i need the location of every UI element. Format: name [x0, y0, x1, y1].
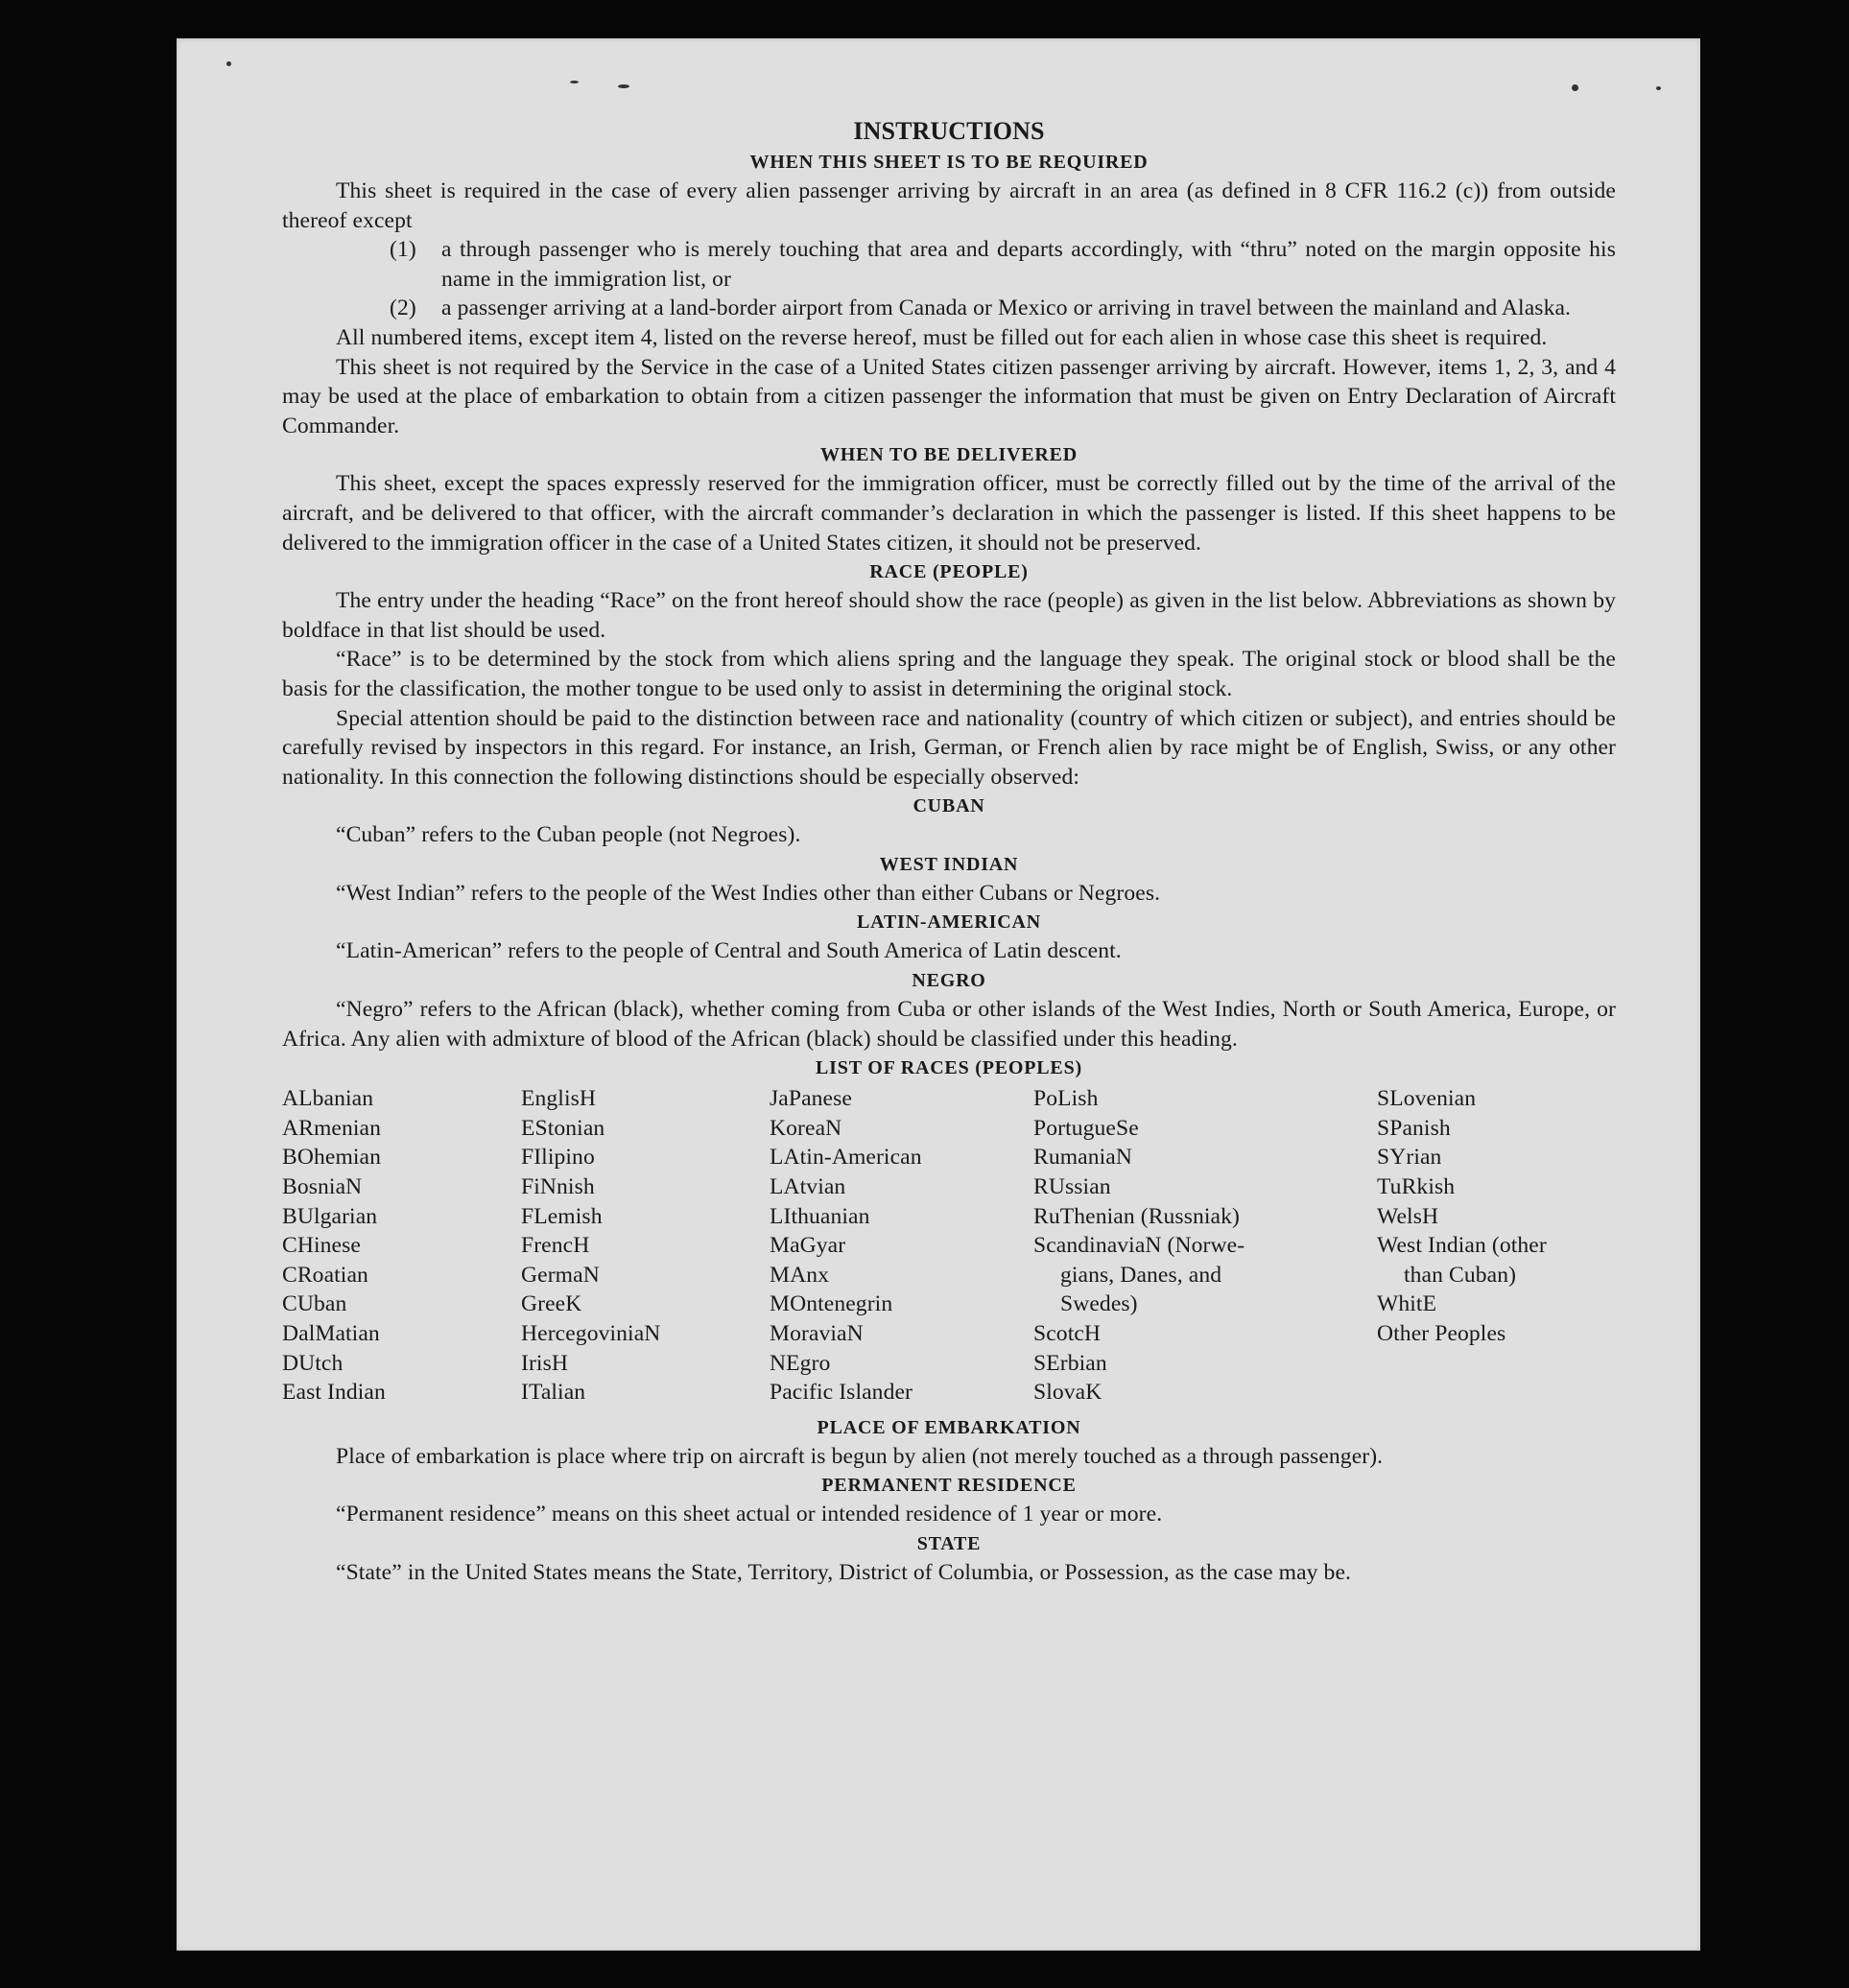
race-entry: DalMatian: [282, 1321, 380, 1346]
paragraph: This sheet, except the spaces expressly reserved for the immigration officer, must be correctly filled out by the time of the arrival of the aircraft, and be delivered to that officer, with the aircraft commander’s declaration in which the passenger is listed. If this sheet happens to be delivered to the immigration officer in the case of a United States citizen, it should not be preserved.: [282, 471, 1616, 556]
section-heading-when-delivered: WHEN TO BE DELIVERED: [819, 444, 1079, 466]
paragraph: “Cuban” refers to the Cuban people (not Negroes).: [336, 822, 801, 848]
section-heading-latin-american: LATIN-AMERICAN: [857, 911, 1041, 934]
instructions-content: [282, 115, 1616, 1588]
race-entry: PortugueSe: [1033, 1115, 1139, 1141]
race-entry: CUban: [282, 1291, 347, 1317]
race-entry: CRoatian: [282, 1262, 368, 1288]
race-entry: Swedes): [1060, 1291, 1138, 1317]
race-entry: SlovaK: [1033, 1380, 1102, 1406]
race-column: [770, 1084, 1033, 1408]
race-entry: TuRkish: [1377, 1174, 1456, 1200]
race-entry: MOntenegrin: [770, 1291, 893, 1317]
race-entry: than Cuban): [1404, 1262, 1517, 1288]
race-entry: GermaN: [521, 1262, 600, 1288]
race-column: [282, 1084, 521, 1408]
race-entry: CHinese: [282, 1233, 361, 1259]
paragraph: Place of embarkation is place where trip on aircraft is begun by alien (not merely touched as a through passenger).: [336, 1443, 1384, 1469]
race-entry: EnglisH: [521, 1086, 597, 1112]
race-entry: EStonian: [521, 1115, 605, 1141]
race-entry: IrisH: [521, 1350, 568, 1376]
race-entry: SLovenian: [1377, 1086, 1477, 1112]
race-entry: GreeK: [521, 1291, 582, 1317]
race-entry: FiNnish: [521, 1174, 595, 1200]
race-column: [521, 1084, 770, 1408]
race-entry: PoLish: [1033, 1086, 1099, 1112]
race-entry: DUtch: [282, 1350, 344, 1376]
race-entry: West Indian (other: [1377, 1233, 1547, 1259]
race-entry: FLemish: [521, 1203, 603, 1229]
paragraph: “Latin-American” refers to the people of Central and South America of Latin descent.: [336, 938, 1122, 964]
race-entry: LIthuanian: [770, 1203, 870, 1229]
race-entry: RuThenian (Russniak): [1033, 1203, 1240, 1229]
scan-speck: [226, 61, 231, 66]
race-entry: LAtin-American: [770, 1145, 922, 1171]
paragraph: “Permanent residence” means on this sheet actual or intended residence of 1 year or more.: [336, 1502, 1163, 1527]
race-entry: ScotcH: [1033, 1321, 1102, 1346]
scan-speck: [1572, 84, 1578, 91]
page-title: INSTRUCTIONS: [853, 117, 1045, 145]
list-item: [390, 235, 1616, 294]
race-entry: Other Peoples: [1377, 1321, 1506, 1346]
race-entry: SErbian: [1033, 1350, 1107, 1376]
race-entry: ARmenian: [282, 1115, 382, 1141]
race-entry: MoraviaN: [770, 1321, 864, 1346]
race-column: [1377, 1084, 1616, 1408]
race-entry: Pacific Islander: [770, 1380, 913, 1406]
paragraph: “Negro” refers to the African (black), whether coming from Cuba or other islands of the West Indies, North or South America, Europe, or Africa. Any alien with admixture of blood of the African (black) should be classified under this heading.: [282, 997, 1616, 1052]
item-number: (1): [390, 237, 416, 263]
paragraph: Special attention should be paid to the distinction between race and nationality (country of which citizen or subject), and entries should be carefully revised by inspectors in this regard. For instance, an Irish, German, or French alien by race might be of English, Swiss, or any other nationality. In this connection the following distinctions should be especially observed:: [282, 705, 1616, 790]
race-column: [1033, 1084, 1377, 1408]
section-heading-when-required: WHEN THIS SHEET IS TO BE REQUIRED: [749, 152, 1149, 173]
paragraph: This sheet is not required by the Service in the case of a United States citizen passenger arriving by aircraft. However, items 1, 2, 3, and 4 may be used at the place of embarkation to obtain from a citizen passenger the information that must be given on Entry Declaration of Aircraft Commander.: [282, 354, 1616, 438]
section-heading-place-of-embarkation: PLACE OF EMBARKATION: [817, 1416, 1081, 1438]
race-entry: LAtvian: [770, 1174, 846, 1200]
race-entry: NEgro: [770, 1350, 831, 1376]
paragraph: This sheet is required in the case of every alien passenger arriving by aircraft in an area (as defined in 8 CFR 116.2 (c)) from outside thereof except: [282, 178, 1616, 233]
race-entry: ITalian: [521, 1380, 586, 1406]
section-heading-permanent-residence: PERMANENT RESIDENCE: [821, 1475, 1077, 1497]
race-entry: ALbanian: [282, 1086, 374, 1112]
race-entry: BOhemian: [282, 1145, 382, 1171]
section-heading-state: STATE: [916, 1532, 982, 1554]
item-text: a through passenger who is merely touching that area and departs accordingly, with “thru” noted on the margin opposite his name in the immigration list, or: [441, 237, 1616, 292]
race-entry: FrencH: [521, 1233, 590, 1259]
race-entry: SYrian: [1377, 1145, 1442, 1171]
race-entry: gians, Danes, and: [1060, 1262, 1222, 1288]
race-entry: WhitE: [1377, 1291, 1437, 1317]
race-entry: KoreaN: [770, 1115, 842, 1141]
section-heading-west-indian: WEST INDIAN: [879, 853, 1019, 875]
item-number: (2): [390, 296, 416, 321]
scan-speck: [1656, 86, 1661, 90]
paragraph: “State” in the United States means the State, Territory, District of Columbia, or Possession, as the case may be.: [336, 1559, 1352, 1585]
race-entry: East Indian: [282, 1380, 386, 1406]
race-entry: JaPanese: [770, 1086, 852, 1112]
item-text: a passenger arriving at a land-border airport from Canada or Mexico or arriving in travel between the mainland and Alaska.: [441, 296, 1572, 321]
paragraph: “Race” is to be determined by the stock from which aliens spring and the language they speak. The original stock or blood shall be the basis for the classification, the mother tongue to be used only to assist in determining the original stock.: [282, 647, 1616, 701]
paragraph: The entry under the heading “Race” on the front hereof should show the race (people) as given in the list below. Abbreviations as shown by boldface in that list should be used.: [282, 588, 1616, 643]
race-entry: ScandinaviaN (Norwe-: [1033, 1233, 1245, 1259]
section-heading-cuban: CUBAN: [913, 795, 985, 817]
section-heading-list-of-races: LIST OF RACES (PEOPLES): [816, 1057, 1082, 1079]
race-list: [282, 1084, 1616, 1408]
race-entry: FIlipino: [521, 1145, 595, 1171]
race-entry: RUssian: [1033, 1174, 1111, 1200]
race-entry: MaGyar: [770, 1233, 846, 1259]
race-entry: RumaniaN: [1033, 1145, 1133, 1171]
document-page: [177, 38, 1700, 1951]
race-entry: BosniaN: [282, 1174, 363, 1200]
paragraph: “West Indian” refers to the people of the West Indies other than either Cubans or Negroes.: [336, 880, 1161, 906]
section-heading-race: RACE (PEOPLE): [869, 561, 1029, 583]
race-entry: BUlgarian: [282, 1203, 378, 1229]
race-entry: HercegoviniaN: [521, 1321, 661, 1346]
scan-speck: [570, 81, 579, 83]
scan-speck: [618, 84, 629, 88]
paragraph: All numbered items, except item 4, listed on the reverse hereof, must be filled out for each alien in whose case this sheet is required.: [336, 324, 1548, 350]
list-item: [390, 294, 1616, 323]
race-entry: SPanish: [1377, 1115, 1451, 1141]
race-entry: MAnx: [770, 1262, 830, 1288]
race-entry: WelsH: [1377, 1203, 1439, 1229]
section-heading-negro: NEGRO: [912, 970, 986, 992]
